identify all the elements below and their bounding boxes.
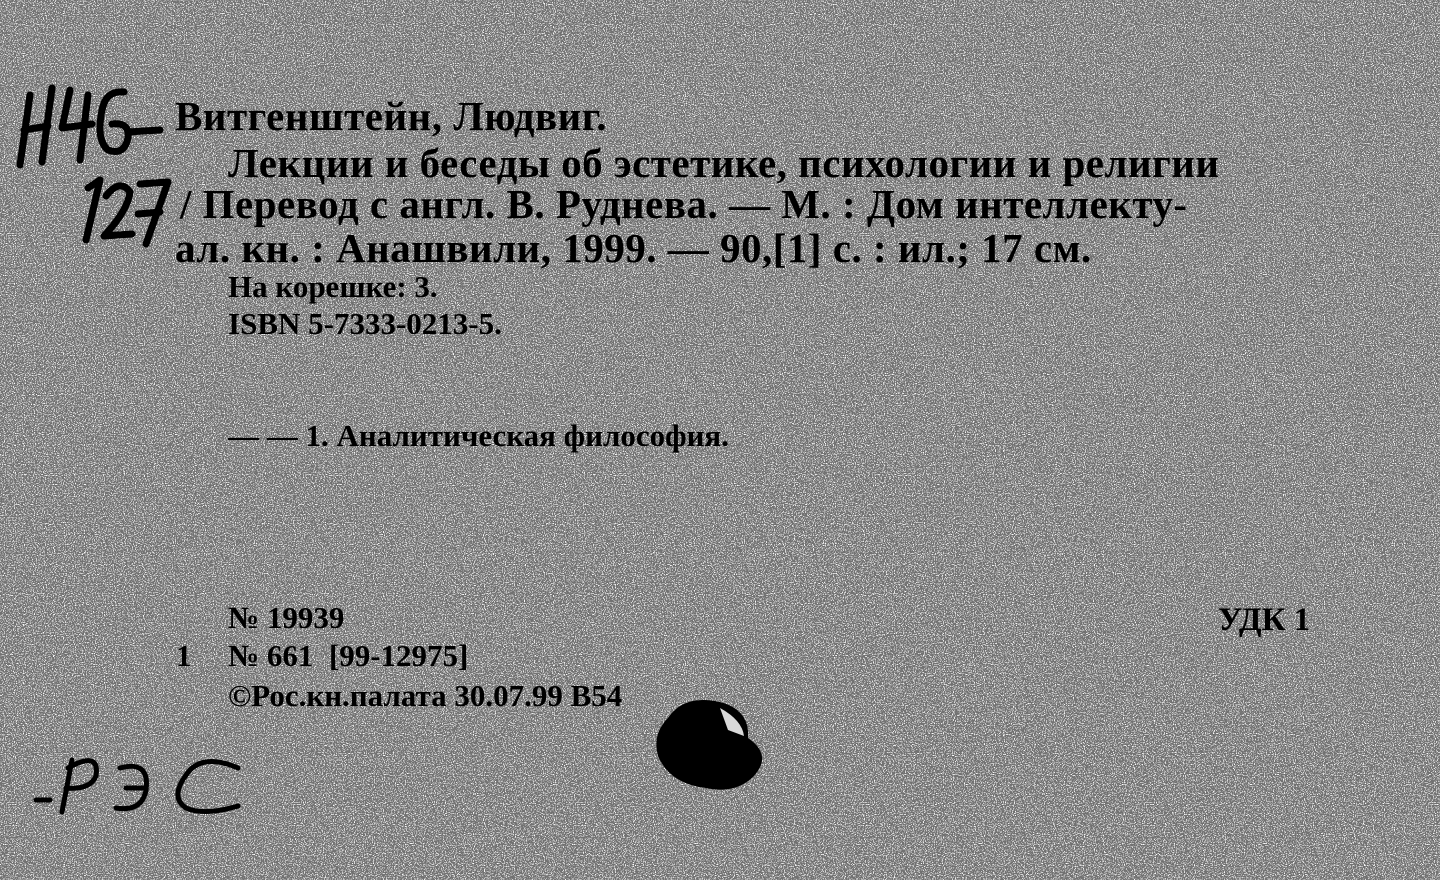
spine-note: На корешке: 3.: [228, 269, 438, 304]
subject-heading: — — 1. Аналитическая философия.: [228, 418, 729, 453]
record-number: № 19939: [228, 600, 345, 635]
udk-classification: УДК 1: [1218, 602, 1311, 638]
ink-blot-hole: [650, 690, 780, 810]
author-heading: Витгенштейн, Людвиг.: [175, 93, 607, 139]
book-chamber-stamp-text: ©Рос.кн.палата 30.07.99 В54: [228, 678, 623, 713]
title-line-1: Лекции и беседы об эстетике, психологии и религии: [228, 140, 1220, 186]
handwritten-collection-mark: [0, 0, 300, 880]
title-line-2: / Перевод с англ. В. Руднева. — М. : Дом интеллекту-: [180, 181, 1188, 227]
title-line-3: ал. кн. : Анашвили, 1999. — 90,[1] с. : ил.; 17 см.: [175, 225, 1092, 271]
isbn: ISBN 5-7333-0213-5.: [228, 306, 502, 341]
registration-number: № 661 [99-12975]: [228, 638, 469, 673]
copy-marker: 1: [176, 638, 192, 673]
